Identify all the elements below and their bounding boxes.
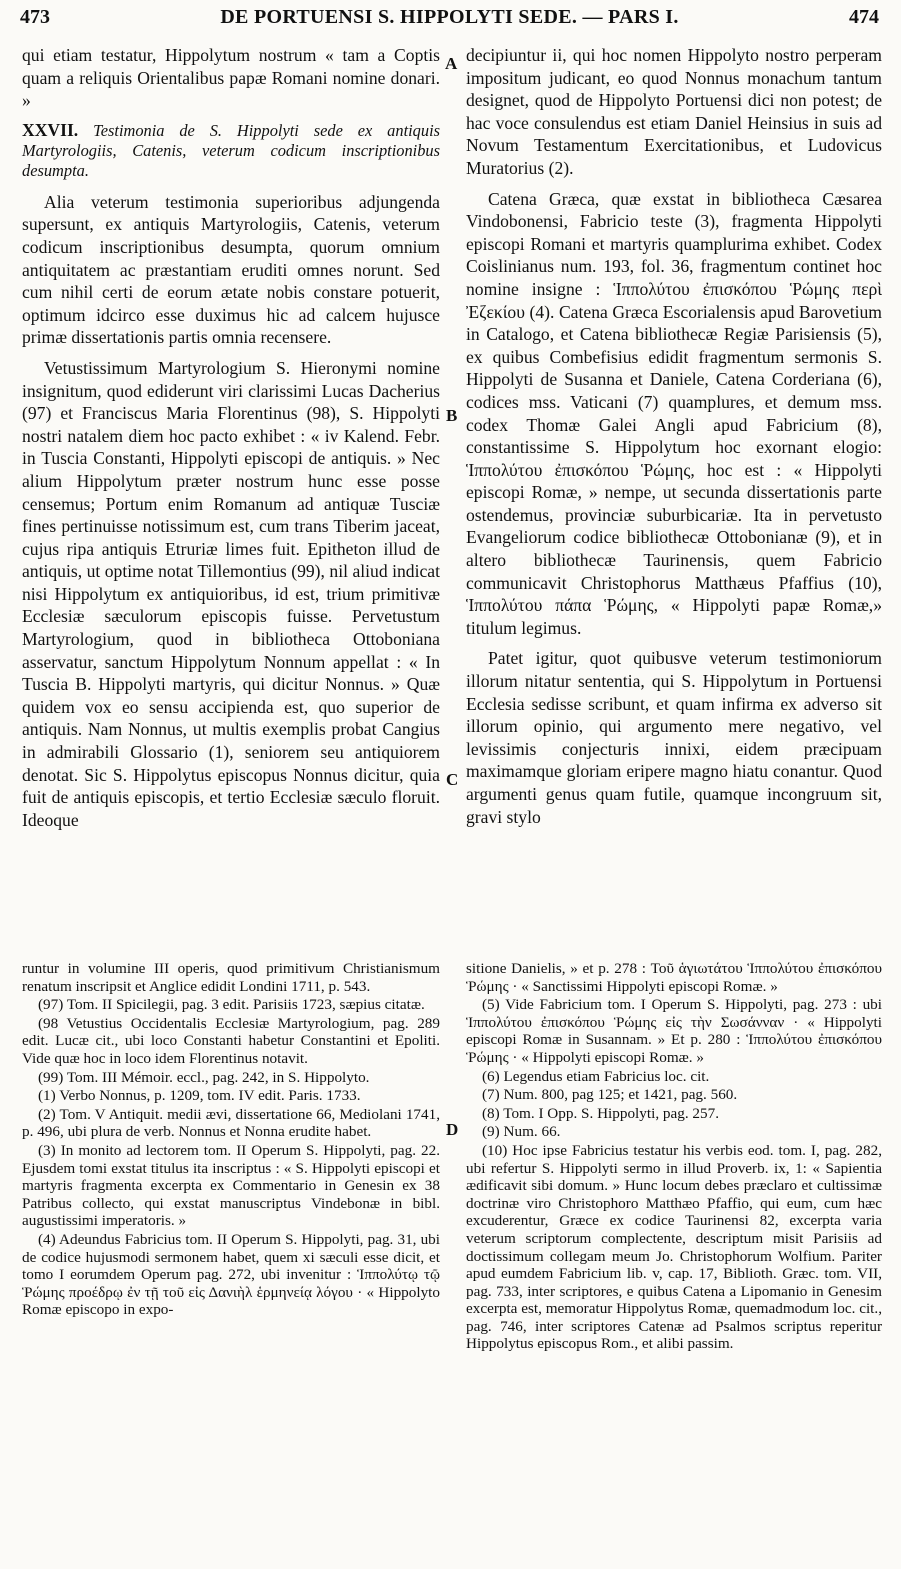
footnote-4: (4) Adeundus Fabricius tom. II Operum S. Hippolyti, pag. 31, ubi de codice hujusmodi sermonem habet, quem xi sæculi esse dicit, et tomo I eorumdem Operum pag. 272, ubi invenitur : Ἱππολύτῳ τῷ Ῥώμης προέδρῳ ἐν τῇ τοῦ εἰς Δανιὴλ ἑρμηνείᾳ λόγου · « Hippolyto Romæ episcopo in expo- bbox=[22, 1230, 440, 1319]
section-heading bbox=[22, 120, 440, 181]
footnote-10: (10) Hoc ipse Fabricius testatur his verbis eod. tom. I, pag. 282, ubi refertur S. Hippolyti sermo in illud Proverb. ix, 1: « Sapientia ædificavit sibi domum. » Hunc locum debes præclaro et cultissimæ doctrinæ viro Christophoro Matthæo Pfaffio, qui eum, cum hæc excuderentur, Græce ex codice Taurinensi 82, excerpta varia veterum scriptorum complectente, descriptum misit Parisiis ad doctissimum collegam meum Jo. Christophorum Wolfium. Pariter apud eumdem Fabricium lib. v, cap. 17, Biblioth. Græc. tom. VII, pag. 733, inter scriptores, e quibus Catena a Lipomanio in Genesim excerpta est, memoratur Hippolytus Romæ, quemadmodum loc. cit., pag. 746, inter scriptores Catenæ ad Psalmos scriptus reperitur Hippolytus episcopus Rom., et alibi passim. bbox=[466, 1141, 882, 1353]
footnote-97: (97) Tom. II Spicilegii, pag. 3 edit. Parisiis 1723, sæpius citatæ. bbox=[38, 996, 425, 1014]
margin-marker-c: C bbox=[446, 770, 459, 789]
left-paragraph-2: Vetustissimum Martyrologium S. Hieronymi nomine insignitum, quod ediderunt viri clarissimi Lucas Dacherius (97) et Franciscus Maria Florentinus (98), S. Hippolyti nostri natalem diem hoc pacto exhibet : « iv Kalend. Febr. in Tuscia Constanti, Hippolyti episcopi de antiquis. » Nec alium Hippolytum præter nostrum hunc esse posse censemus; Portum enim Romanum ad antiquæ Tusciæ fines pertinuisse notissimum est, cum trans Tiberim jaceat, cujus ripa antiquis Etruriæ limes fuit. Epitheton illud de antiquis, ut optime notat Tillemontius (99), nil aliud indicat nisi Hippolytum ex antiquioribus, id est, trium primitivæ Ecclesiæ sæculorum episcopis fuisse. Pervetustum Martyrologium, quod in bibliotheca Ottoboniana asservatur, sanctum Hippolytum Nonnum appellat : « In Tuscia B. Hippolyti martyris, qui dicitur Nonnus. » Quæ quidem vox eo sensu accipienda est, quo superior de antiquis. Nam Nonnus, ut multis exemplis probat Cangius in admirabili Glossario (1), seniorem seu antiquiorem denotat. Sic S. Hippolytus episcopus Nonnus dicitur, quia fuit de antiquis episcopis, et tertio Ecclesiæ sæculo floruit. Ideoque bbox=[22, 357, 440, 830]
footnote-9: (9) Num. 66. bbox=[482, 1123, 561, 1141]
footnote-6: (6) Legendus etiam Fabricius loc. cit. bbox=[482, 1067, 710, 1085]
margin-marker-b: B bbox=[446, 406, 458, 425]
section-title: Testimonia de S. Hippolyti sede ex antiquis Martyrologiis, Catenis, veterum codicum inscriptionibus desumpta. bbox=[22, 120, 440, 180]
left-paragraph-continuation: qui etiam testatur, Hippolytum nostrum « tam a Coptis quam a reliquis Orientalibus papæ Romani nomine donari. » bbox=[22, 45, 440, 111]
running-title: DE PORTUENSI S. HIPPOLYTI SEDE. — PARS I. bbox=[220, 6, 679, 28]
footnote-99: (99) Tom. III Mémoir. eccl., pag. 242, in S. Hippolyto. bbox=[38, 1068, 370, 1086]
footnote-1: (1) Verbo Nonnus, p. 1209, tom. IV edit. Paris. 1733. bbox=[38, 1087, 361, 1105]
footnote-2: (2) Tom. V Antiquit. medii ævi, dissertatione 66, Mediolani 1741, p. 496, ubi plura de verb. Nonnus et Nonna erudite habet. bbox=[22, 1105, 440, 1141]
left-paragraph-1: Alia veterum testimonia superioribus adjungenda supersunt, ex antiquis Martyrologiis, Catenis, veterum codicum inscriptionibus desumpta, quorum omnium antiquitatem ac præstantiam eruditi omnes norunt. Sed cum nihil certi de eorum ætate nobis constare potuerit, optimum idcirco esse duximus hic ad calcem hujusce primæ dissertationis partis omnia recensere. bbox=[22, 191, 440, 348]
footnote-8: (8) Tom. I Opp. S. Hippolyti, pag. 257. bbox=[482, 1104, 720, 1122]
right-paragraph-2: Patet igitur, quot quibusve veterum testimoniorum illorum nitatur sententia, qui S. Hippolytum in Portuensi Ecclesia sedisse scribunt, et quam infirma ex adverso sit illorum opinio, qui argumento mere negativo, vel levissimis conjecturis innixi, eidem præcipuam maximamque gloriam eripere magno hiatu conantur. Quod argumenti genus quam futile, quamque incongruum sit, gravi stylo bbox=[466, 648, 882, 827]
page-number-left: 473 bbox=[20, 6, 50, 28]
margin-marker-a: A bbox=[445, 54, 458, 73]
section-number: XXVII. bbox=[22, 119, 79, 140]
footnote-continuation: runtur in volumine III operis, quod primitivum Christianismum renatum inscripsit et Anglice edidit Londini 1711, p. 543. bbox=[22, 960, 440, 995]
footnote-3: (3) In monito ad lectorem tom. II Operum S. Hippolyti, pag. 22. Ejusdem tomi exstat titulus ita inscriptus : « S. Hippolyti episcopi et martyris fragmenta excerpta ex Commentario in Genesin ex 38 Patribus collecto, qui exstat manuscriptus Vindebonæ in bibl. augustissimi imperatoris. » bbox=[22, 1141, 440, 1230]
running-header bbox=[20, 6, 879, 36]
right-column bbox=[466, 44, 882, 836]
margin-marker-d: D bbox=[446, 1120, 459, 1139]
page-number-right: 474 bbox=[849, 6, 879, 28]
footnote-7: (7) Num. 800, pag 125; et 1421, pag. 560. bbox=[482, 1086, 738, 1104]
right-footnotes bbox=[466, 960, 882, 1354]
footnote-continuation: sitione Danielis, » et p. 278 : Τοῦ ἁγιωτάτου Ἱππολύτου ἐπισκόπου Ῥώμης · « Sanctissimi Hippolyti episcopi Romæ. » bbox=[466, 960, 882, 995]
left-column bbox=[22, 44, 440, 839]
right-paragraph-continuation: decipiuntur ii, qui hoc nomen Hippolyto nostro perperam impositum judicant, eo quod Nonnus monachum tantum designet, quod de Hippolyto Portuensi dici non potest; de hac voce consulendus est etiam Daniel Heinsius in suis ad Novum Testamentum Exercitationibus, et Ludovicus Muratorius (2). bbox=[466, 45, 882, 178]
right-paragraph-1: Catena Græca, quæ exstat in bibliotheca Cæsarea Vindobonensi, Fabricio teste (3), fragmenta Hippolyti episcopi Romani et martyris quamplurima exhibet. Codex Coislinianus num. 193, fol. 36, fragmentum continet hoc nomine insigne : Ἱππολύτου ἐπισκόπου Ῥώμης περὶ Ἐζεκίου (4). Catena Græca Escorialensis apud Barovetium in Catalogo, et Catena bibliothecæ Regiæ Parisiensis (5), ex quibus Combefisius edidit fragmentum sermonis S. Hippolyti de Susanna et Daniele, Catena Corderiana (6), codices mss. Vaticani (7) quamplures, et demum mss. codex Thomæ Galei Angli apud Fabricium (8), constantissime S. Hippolytum hoc exornant elogio: Ἱππολύτου ἐπισκόπου Ῥώμης, hoc est : « Hippolyti episcopi Romæ, » nempe, ut secunda dissertationis parte ostendemus, provinciæ suburbicariæ. Ita in pervetusto Evangeliorum codice bibliothecæ Ottobonianæ (9), et in altero bibliothecæ Taurinensis, quem Fabricio communicavit Christophorus Matthæus Pfaffius (10), Ἱππολύτου πάπα Ῥώμης, « Hippolyti papæ Romæ,» titulum legimus. bbox=[466, 188, 882, 638]
footnote-5: (5) Vide Fabricium tom. I Operum S. Hippolyti, pag. 273 : ubi Ἱππολύτου ἐπισκόπου Ῥώμης εἰς τὴν Σωσάνναν · « Hippolyti episcopi Romæ in Susannam. » Et p. 280 : Ἱππολύτου ἐπισκόπου Ῥώμης · « Hippolyti episcopi Romæ. » bbox=[466, 996, 882, 1066]
left-footnotes bbox=[22, 960, 440, 1320]
footnote-98: (98 Vetustius Occidentalis Ecclesiæ Martyrologium, pag. 289 edit. Lucæ cit., ubi loco Constanti habetur Constantini et Epoliti. Vide quæ hoc in loco idem Florentinus notavit. bbox=[22, 1014, 440, 1067]
